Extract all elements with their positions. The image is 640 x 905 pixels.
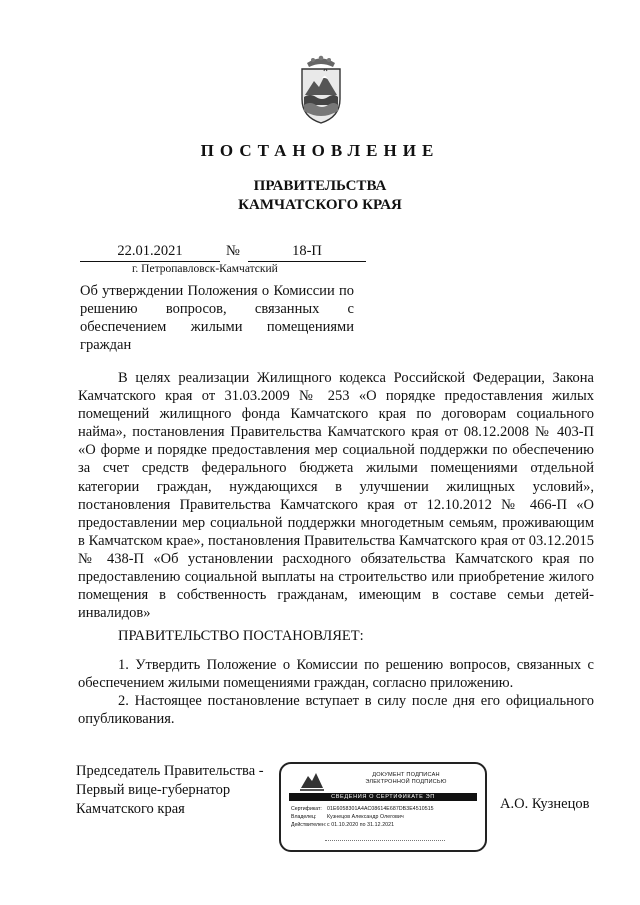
stamp-certificate-bar: СВЕДЕНИЯ О СЕРТИФИКАТЕ ЭП [289,793,477,801]
document-type-title: ПОСТАНОВЛЕНИЕ [200,141,440,160]
stamp-valid-value: с 01.10.2020 по 31.12.2021 [327,822,395,828]
stamp-cert-label: Сертификат: [291,806,322,812]
preamble-paragraph: В целях реализации Жилищного кодекса Российской Федерации, Закона Камчатского края от 31.03.2009 № 253 «О порядке предоставления жилых помещений жилищного фонда Камчатского края по договорам социального найма», постановления Правительства Камчатского края от 08.12.2008 № 403-П «О форме и порядке предоставления мер социальной поддержки по обеспечению за счет средств федерального бюджета жилыми помещениями отдельной категории граждан, нуждающихся в улучшении жилищных условий», постановления Правительства Камчатского края от 12.10.2012 № 466-П «О предоставлении мер социальной поддержки многодетным семьям, проживающим в Камчатском крае», постановления Правительства Камчатского края от 03.12.2015 № 438-П «Об установлении расходного обязательства Камчатского края по предоставлению социальной выплаты на строительство или приобретение жилого помещения в собственность гражданам, имеющим в составе семьи детей-инвалидов» [78,370,594,622]
authority-line-2: КАМЧАТСКОГО КРАЯ [238,197,402,213]
kamchatka-coat-of-arms-icon [298,55,344,125]
stamp-valid-label: Действителен: [291,822,327,828]
stamp-title-line-2: ЭЛЕКТРОННОЙ ПОДПИСЬЮ [365,779,447,785]
document-subject: Об утверждении Положения о Комиссии по решению вопросов, связанных с обеспечением жилыми помещениями граждан [80,283,354,353]
stamp-row-owner [291,813,481,821]
decree-item-2: 2. Настоящее постановление вступает в силу после дня его официального опубликования. [78,693,594,728]
decree-heading: ПРАВИТЕЛЬСТВО ПОСТАНОВЛЯЕТ: [118,628,364,644]
document-number: 18-П [248,243,366,262]
issuing-authority [0,177,640,215]
stamp-details [291,805,481,829]
stamp-cert-value: 01E6058301A4AC08614E687DB3E4510515 [327,806,434,812]
stamp-title-line-1: ДОКУМЕНТ ПОДПИСАН [372,772,440,778]
number-sign: № [226,243,240,259]
stamp-footer-line [325,840,445,846]
stamp-owner-label: Владелец: [291,814,317,820]
signer-title-line-2: Первый вице-губернатор [76,782,231,798]
signer-title [76,762,286,819]
stamp-row-certificate [291,805,481,813]
signer-title-line-3: Камчатского края [76,801,185,817]
signer-name: А.О. Кузнецов [500,796,590,812]
issue-city: г. Петропавловск-Камчатский [132,263,278,275]
decree-item-1: 1. Утвердить Положение о Комиссии по решению вопросов, связанных с обеспечением жилыми помещениями граждан, согласно приложению. [78,657,594,692]
electronic-signature-stamp [279,762,487,852]
stamp-owner-value: Кузнецов Александр Олегович [327,814,404,820]
authority-line-1: ПРАВИТЕЛЬСТВА [253,178,387,194]
document-date: 22.01.2021 [80,243,220,262]
signer-title-line-1: Председатель Правительства - [76,763,264,779]
stamp-emblem-icon [299,770,325,792]
stamp-row-validity [291,821,481,829]
stamp-title [331,772,481,786]
